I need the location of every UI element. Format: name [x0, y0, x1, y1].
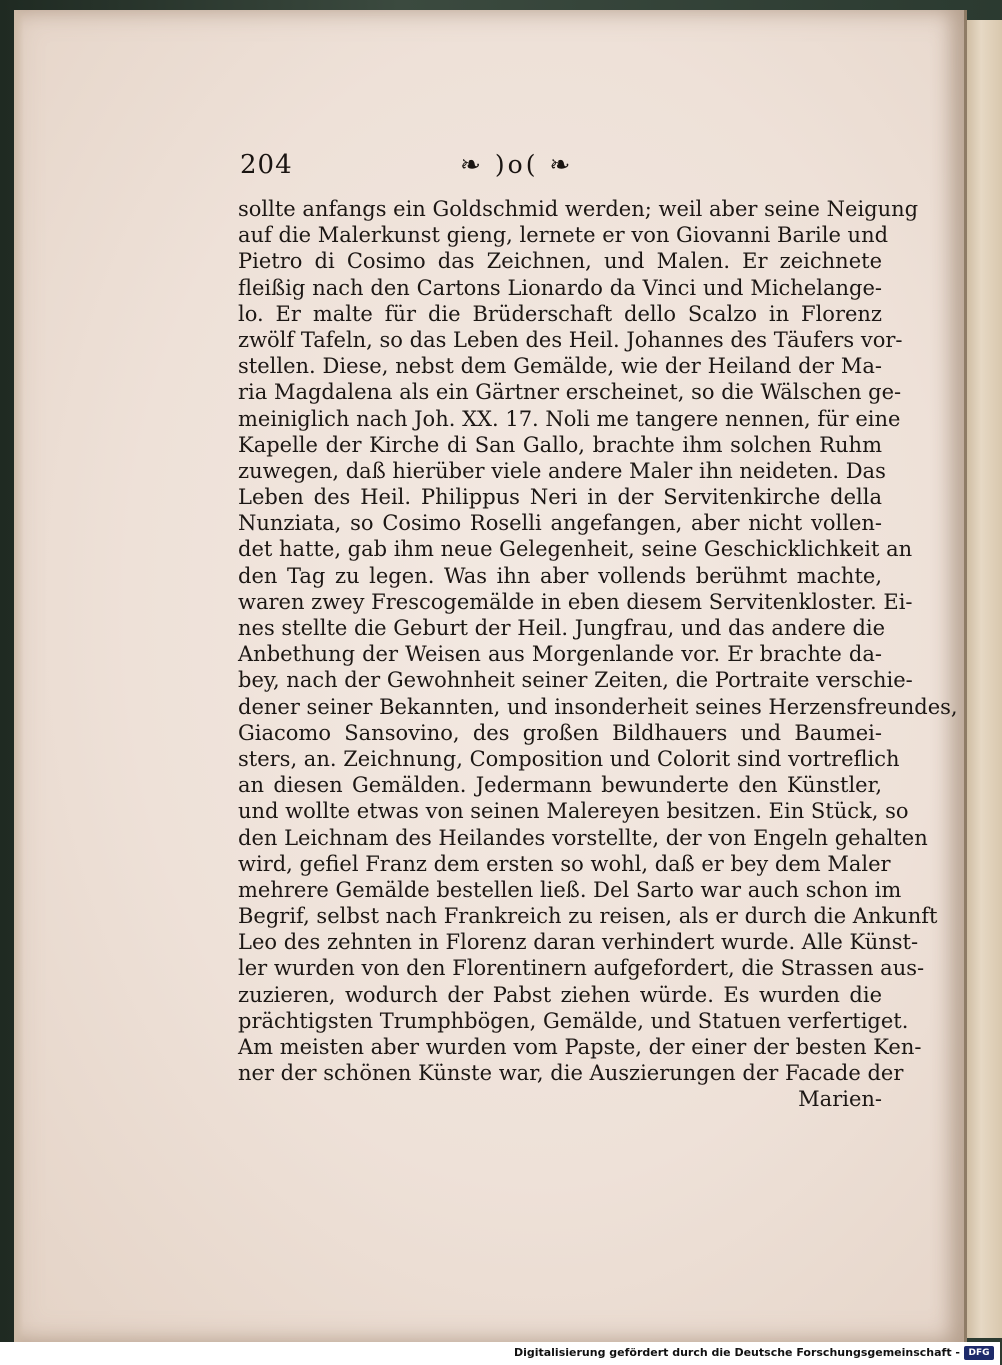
text-line: zuwegen, daß hierüber viele andere Maler ihn neideten. Das	[238, 458, 886, 483]
page-gutter-shadow	[14, 10, 24, 1342]
header-ornament: ❧ )o( ❧	[460, 150, 574, 179]
text-line: an diesen Gemälden. Jedermann bewunderte den Künstler,	[238, 773, 882, 798]
text-line: fleißig nach den Cartons Lionardo da Vinci und Michelange-	[238, 275, 882, 300]
text-line: den Tag zu legen. Was ihn aber vollends berühmt machte,	[238, 563, 882, 588]
text-line: ler wurden von den Florentinern aufgefordert, die Strassen aus-	[238, 956, 925, 981]
text-line: Anbethung der Weisen aus Morgenlande vor. Er brachte da-	[238, 642, 882, 667]
text-line: waren zwey Frescogemälde in eben diesem Servitenkloster. Ei-	[238, 589, 913, 614]
text-line: Kapelle der Kirche di San Gallo, brachte ihm solchen Ruhm	[238, 432, 882, 457]
text-line: und wollte etwas von seinen Malereyen besitzen. Ein Stück, so	[238, 799, 909, 824]
text-line: zwölf Tafeln, so das Leben des Heil. Johannes des Täufers vor-	[238, 327, 903, 352]
text-line: sollte anfangs ein Goldschmid werden; weil aber seine Neigung	[238, 197, 919, 221]
text-line: Leben des Heil. Philippus Neri in der Servitenkirche della	[238, 485, 882, 510]
page-number: 204	[240, 150, 293, 180]
text-line: Nunziata, so Cosimo Roselli angefangen, aber nicht vollen-	[238, 511, 882, 536]
text-line: mehrere Gemälde bestellen ließ. Del Sarto war auch schon im	[238, 877, 902, 902]
text-line: ner der schönen Künste war, die Auszierungen der Facade der	[238, 1061, 904, 1086]
text-line: Pietro di Cosimo das Zeichnen, und Malen. Er zeichnete	[238, 249, 882, 274]
text-line: zuzieren, wodurch der Pabst ziehen würde. Es wurden die	[238, 982, 882, 1007]
text-line: bey, nach der Gewohnheit seiner Zeiten, die Portraite verschie-	[238, 668, 913, 693]
body-text	[238, 196, 958, 1113]
footer-credit: Digitalisierung gefördert durch die Deutsche Forschungsgemeinschaft -	[513, 1346, 960, 1359]
text-line: auf die Malerkunst gieng, lernete er von Giovanni Barile und	[238, 223, 889, 248]
text-line: nes stellte die Geburt der Heil. Jungfrau, und das andere die	[238, 616, 886, 640]
facing-page-edge	[962, 20, 1002, 1338]
text-line: stellen. Diese, nebst dem Gemälde, wie der Heiland der Ma-	[238, 354, 882, 379]
text-line: prächtigsten Trumphbögen, Gemälde, und Statuen verfertiget.	[238, 1008, 909, 1033]
text-line: Am meisten aber wurden vom Papste, der einer der besten Ken-	[238, 1035, 922, 1059]
text-line: dener seiner Bekannten, und insonderheit seines Herzensfreundes,	[238, 694, 958, 719]
text-line: Begrif, selbst nach Frankreich zu reisen, als er durch die Ankunft	[238, 904, 938, 929]
text-line: Giacomo Sansovino, des großen Bildhauers und Baumei-	[238, 720, 882, 745]
text-line: wird, gefiel Franz dem ersten so wohl, daß er bey dem Maler	[238, 851, 891, 876]
text-line: Leo des zehnten in Florenz daran verhindert wurde. Alle Künst-	[238, 930, 919, 955]
footer-bar	[0, 1342, 1000, 1365]
text-line: meiniglich nach Joh. XX. 17. Noli me tangere nennen, für eine	[238, 406, 901, 431]
text-line: ria Magdalena als ein Gärtner erscheinet, so die Wälschen ge-	[238, 380, 902, 405]
text-line: Marien-	[798, 1087, 882, 1112]
text-line: det hatte, gab ihm neue Gelegenheit, seine Geschicklichkeit an	[238, 537, 913, 562]
dfg-logo-icon: DFG	[964, 1346, 994, 1360]
text-line: den Leichnam des Heilandes vorstellte, der von Engeln gehalten	[238, 825, 928, 850]
text-line: sters, an. Zeichnung, Composition und Colorit sind vortreflich	[238, 746, 900, 771]
text-line: lo. Er malte für die Brüderschaft dello Scalzo in Florenz	[238, 301, 882, 326]
